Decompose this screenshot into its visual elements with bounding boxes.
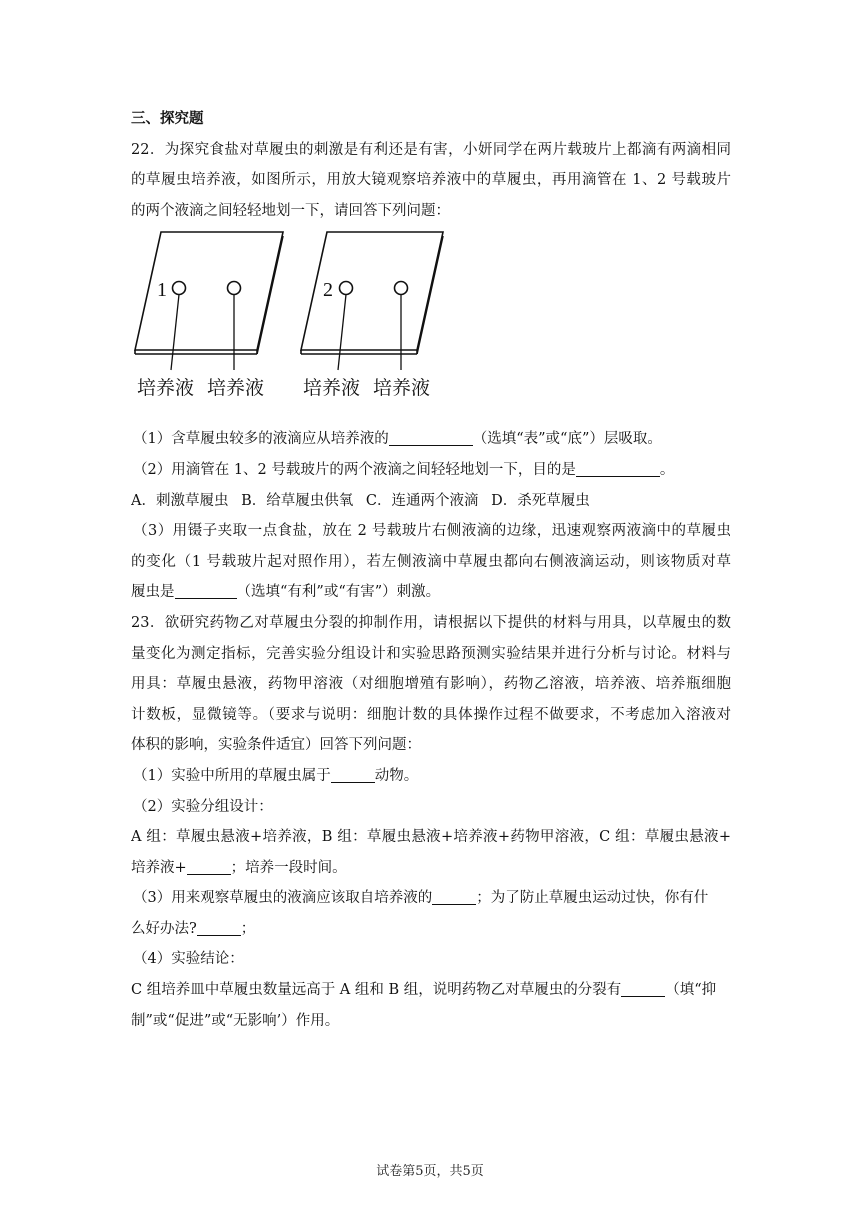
q23-part-4-title: （4）实验结论： [133,951,244,968]
slide-1-label-left: 培养液 [137,377,195,400]
slide-1 [135,232,283,370]
q23-part-3-line-1: （3）用来观察草履虫的液滴应该取自培养液的 ；为了防止草履虫运动过快，你有什 [133,890,709,907]
answer-blank[interactable] [331,766,375,783]
q23-stem-line-4: 计数板，显微镜等。（要求与说明：细胞计数的具体操作过程不做要求，不考虑加入溶液对 [131,706,731,723]
section-heading: 三、探究题 [131,110,204,127]
answer-blank[interactable] [576,460,660,477]
q23-stem-line-1: 23．欲研究药物乙对草履虫分裂的抑制作用，请根据以下提供的材料与用具，以草履虫的数 [131,614,731,631]
answer-blank[interactable] [197,919,241,936]
page-footer: 试卷第5页，共5页 [376,1164,484,1179]
option-b[interactable]: B．给草履虫供氧 [241,492,354,509]
slide-1-number: 1 [157,279,167,302]
q23-part-1: （1）实验中所用的草履虫属于 动物。 [133,767,419,784]
slide-2-label-left: 培养液 [303,377,361,400]
q22-part-2: （2）用滴管在 1、2 号载玻片的两个液滴之间轻轻地划一下，目的是 。 [133,461,675,478]
q22-part-1: （1）含草履虫较多的液滴应从培养液的 （选填“表”或“底”）层吸取。 [133,431,662,448]
answer-blank[interactable] [175,582,237,599]
q23-part-2-title: （2）实验分组设计： [133,798,273,815]
q22-stem-line-2: 的草履虫培养液，如图所示，用放大镜观察培养液中的草履虫，再用滴管在 1、2 号载玻片 [131,172,731,189]
page-content [131,104,731,1036]
q23-part-4-line-1: C 组培养皿中草履虫数量远高于 A 组和 B 组，说明药物乙对草履虫的分裂有 （填“抑 [131,982,717,999]
q22-part-3-line-3: 履虫是 （选填“有利”或“有害”）刺激。 [131,584,441,601]
q22-stem-line-3: 的两个液滴之间轻轻地划一下，请回答下列问题： [131,202,450,219]
q23-part-3-line-2: 么好办法? ； [131,920,256,937]
question-22 [131,135,731,608]
q23-part-4-line-2: 制”或“促进”或“无影响’）作用。 [131,1012,340,1029]
option-a[interactable]: A．刺激草履虫 [131,492,229,509]
answer-blank[interactable] [187,858,231,875]
glass-slides-diagram [131,230,451,420]
option-c[interactable]: C．连通两个液滴 [365,492,479,509]
slide-1-label-right: 培养液 [207,377,265,400]
q23-stem-line-2: 量变化为测定指标，完善实验分组设计和实验思路预测实验结果并进行分析与讨论。材料与 [131,645,731,662]
answer-blank[interactable] [621,980,665,997]
answer-blank[interactable] [389,429,473,446]
slides-figure [131,226,731,424]
q23-stem-line-5: 体积的影响，实验条件适宜）回答下列问题： [131,737,421,754]
option-d[interactable]: D．杀死草履虫 [491,492,590,509]
question-23 [131,608,731,1036]
q22-part-3-line-2: 的变化（1 号载玻片起对照作用），若左侧液滴中草履虫都向右侧液滴运动，则该物质对草 [131,553,731,570]
slide-2 [301,232,443,370]
answer-blank[interactable] [432,888,476,905]
q22-options [131,486,731,517]
q23-part-2-line-1: A 组：草履虫悬液+培养液，B 组：草履虫悬液+培养液+药物甲溶液，C 组：草履虫悬液+ [131,829,731,846]
slide-2-label-right: 培养液 [373,377,431,400]
slide-2-number: 2 [323,279,333,302]
q22-stem-line-1: 22．为探究食盐对草履虫的刺激是有利还是有害，小妍同学在两片载玻片上都滴有两滴相同 [131,141,731,158]
q22-part-3-line-1: （3）用镊子夹取一点食盐，放在 2 号载玻片右侧液滴的边缘，迅速观察两液滴中的草履虫 [133,523,731,540]
q23-part-2-line-2: 培养液+ ；培养一段时间。 [131,859,347,876]
q23-stem-line-3: 用具：草履虫悬液，药物甲溶液（对细胞增殖有影响），药物乙溶液，培养液、培养瓶细胞 [131,676,731,693]
